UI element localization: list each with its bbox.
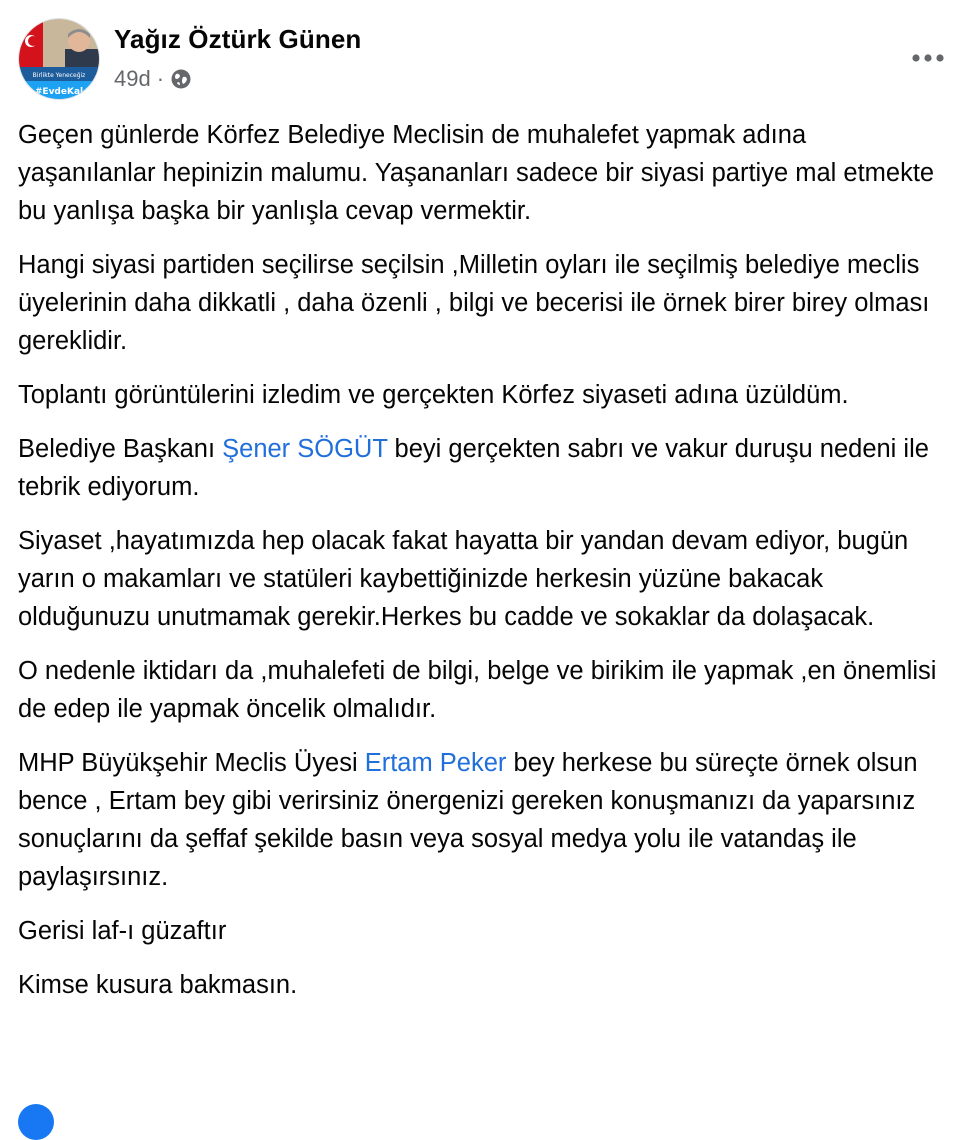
more-options-button[interactable]: [904, 40, 952, 76]
post-paragraph: Toplantı görüntülerini izledim ve gerçekten Körfez siyaseti adına üzüldüm.: [18, 381, 849, 409]
paragraph-text: MHP Büyükşehir Meclis Üyesi: [18, 749, 365, 777]
post-body: [18, 116, 948, 1020]
paragraph-text: beyi gerçekten sabrı ve vakur duruşu nedeni ile tebrik ediyorum.: [18, 435, 929, 501]
post-paragraph: Gerisi laf-ı güzaftır: [18, 917, 227, 945]
post-paragraph: Geçen günlerde Körfez Belediye Meclisin de muhalefet yapmak adına yaşanılanlar hepinizin malumu. Yaşananları sadece bir siyasi partiye mal etmekte bu yanlışa başka bir yanlışla cevap vermektir.: [18, 121, 935, 225]
post-header: [18, 18, 952, 100]
post-meta: [114, 64, 192, 94]
avatar-hashtag: #EvdeKal: [34, 87, 84, 97]
paragraph-text: Belediye Başkanı: [18, 435, 223, 463]
like-reaction-icon[interactable]: [18, 1104, 54, 1140]
avatar[interactable]: [18, 18, 100, 100]
post-paragraph: Siyaset ,hayatımızda hep olacak fakat hayatta bir yandan devam ediyor, bugün yarın o makamları ve statüleri kaybettiğinizde herkesin yüzüne bakacak olduğunuzu unutmamak gerekir.Herkes bu cadde ve sokaklar da dolaşacak.: [18, 527, 909, 631]
post-paragraph: [18, 744, 948, 896]
post-paragraph: O nedenle iktidarı da ,muhalefeti de bilgi, belge ve birikim ile yapmak ,en önemlisi de edep ile yapmak öncelik olmalıdır.: [18, 657, 937, 723]
post-paragraph: Kimse kusura bakmasın.: [18, 971, 298, 999]
author-name[interactable]: Yağız Öztürk Günen: [114, 24, 362, 54]
paragraph-text: bey herkese bu süreçte örnek olsun bence , Ertam bey gibi verirsiniz önergenizi gereken konuşmanızı da yaparsınız sonuçlarını da şeffaf şekilde basın veya sosyal medya yolu ile vatandaş ile paylaşırsınız.: [18, 749, 918, 891]
post-paragraph: [18, 430, 948, 506]
post-timestamp[interactable]: 49d: [114, 66, 151, 91]
mention-ertam-peker[interactable]: Ertam Peker: [364, 749, 507, 777]
avatar-image: [19, 19, 99, 99]
mention-sener-sogut[interactable]: Şener SÖGÜT: [222, 435, 388, 463]
post-paragraph: Hangi siyasi partiden seçilirse seçilsin ,Milletin oyları ile seçilmiş belediye meclis üyelerinin daha dikkatli , daha özenli , bilgi ve becerisi ile örnek birer birey olması gereklidir.: [18, 251, 930, 355]
meta-separator: ·: [156, 66, 165, 91]
more-options-icon: [910, 53, 946, 63]
avatar-caption: Birlikte Yeneceğiz: [32, 72, 86, 79]
globe-icon[interactable]: [170, 68, 192, 90]
